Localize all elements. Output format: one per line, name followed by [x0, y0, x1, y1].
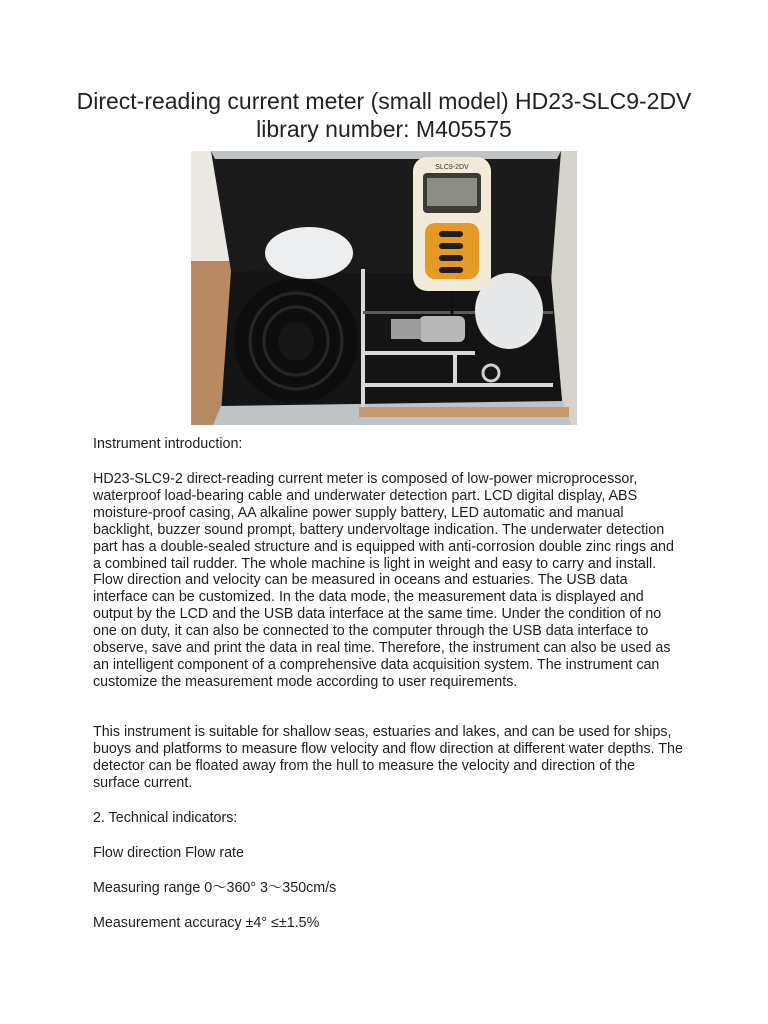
paragraph-introduction: HD23-SLC9-2 direct-reading current meter is composed of low-power microprocessor, waterproof load-bearing cable and underwater detection part. LCD digital display, ABS moisture-proof casing, AA alkaline power supply battery, LED automatic and manual backlight, buzzer sound prompt, battery undervoltage indication. The underwater detection part has a double-sealed structure and is equipped with anti-corrosion double zinc rings and a combined tail rudder. The whole machine is light in weight and easy to carry and install. Flow direction and velocity can be measured in oceans and estuaries. The USB data interface can be customized. In the data mode, the measurement data is displayed and output by the LCD and the USB data interface at the same time. Under the condition of no one on duty, it can also be connected to the computer through the USB data interface to observe, save and print the data in real time. Therefore, the instrument can also be used as an intelligent component of a comprehensive data acquisition system. The instrument can customize the measurement mode according to user requirements.	[93, 471, 674, 690]
indicator-measuring-range: Measuring range 0～360° 3～350cm/s	[93, 880, 337, 896]
section-heading-technical-indicators: 2. Technical indicators:	[93, 810, 238, 826]
paragraph-applications: This instrument is suitable for shallow seas, estuaries and lakes, and can be used for ships, buoys and platforms to measure flow velocity and flow direction at different water depths. The detector can be floated away from the hull to measure the velocity and direction of the surface current.	[93, 724, 683, 791]
device-label: SLC9-2DV	[435, 164, 469, 171]
page-title: Direct-reading current meter (small model) HD23-SLC9-2DV library number: M405575	[76, 88, 692, 142]
product-photo	[191, 151, 577, 425]
indicator-header-row: Flow direction Flow rate	[93, 845, 244, 861]
section-heading-introduction: Instrument introduction:	[93, 436, 243, 452]
indicator-measurement-accuracy: Measurement accuracy ±4° ≤±1.5%	[93, 915, 320, 931]
